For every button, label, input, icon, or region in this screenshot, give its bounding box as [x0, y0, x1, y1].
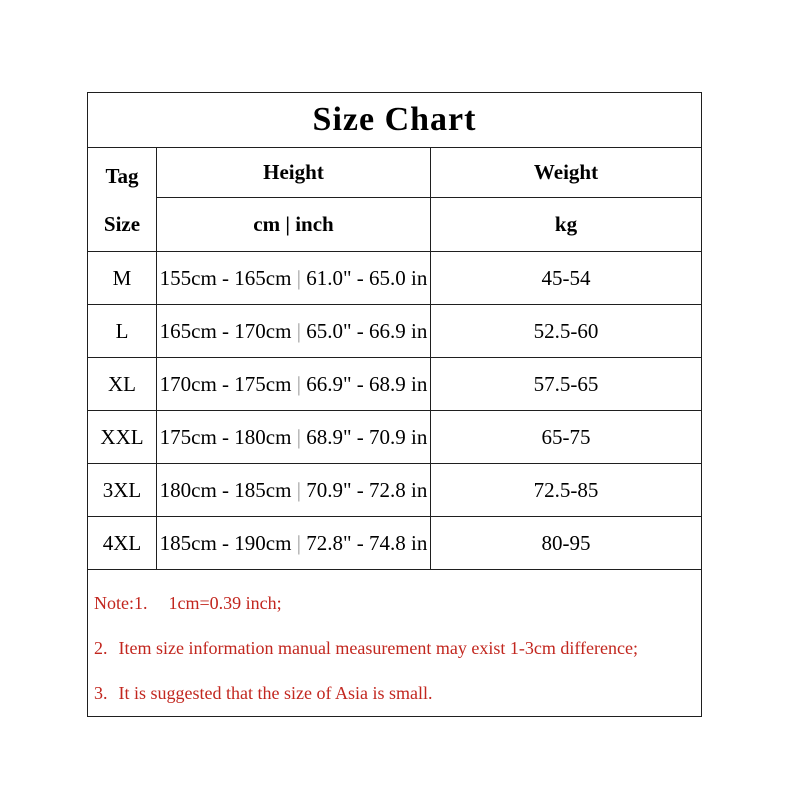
height-range	[157, 517, 431, 570]
note-line-2	[94, 626, 693, 671]
page-title: Size Chart	[312, 101, 477, 138]
note-line-3	[94, 671, 693, 716]
pipe-separator: |	[296, 424, 301, 449]
title-cell	[88, 93, 702, 148]
size-chart-table	[87, 92, 702, 717]
height-cm: 175cm - 180cm	[159, 424, 292, 449]
note-line-1	[94, 581, 693, 626]
pipe-separator: |	[296, 265, 301, 290]
unit-header-row	[88, 198, 702, 252]
height-cm: 155cm - 165cm	[159, 265, 292, 290]
note-text: Item size information manual measurement may exist 1-3cm difference;	[118, 638, 638, 658]
size-tag: M	[88, 252, 157, 305]
weight-range: 52.5-60	[431, 305, 702, 358]
height-cm: 180cm - 185cm	[159, 477, 292, 502]
pipe-separator: |	[296, 318, 301, 343]
weight-range: 72.5-85	[431, 464, 702, 517]
note-prefix: 3.	[94, 683, 108, 703]
height-unit-label: cm | inch	[253, 212, 334, 236]
size-tag: 4XL	[88, 517, 157, 570]
height-unit-cell	[157, 198, 431, 252]
height-range	[157, 464, 431, 517]
pipe-separator: |	[296, 477, 301, 502]
note-prefix: Note:1.	[94, 593, 148, 613]
table-row-4xl	[88, 517, 702, 570]
height-range	[157, 411, 431, 464]
weight-range: 57.5-65	[431, 358, 702, 411]
weight-range: 65-75	[431, 411, 702, 464]
height-cm: 185cm - 190cm	[159, 530, 292, 555]
size-tag: L	[88, 305, 157, 358]
pipe-separator: |	[296, 371, 301, 396]
weight-unit-label: kg	[554, 212, 578, 236]
note-text: 1cm=0.39 inch;	[168, 593, 282, 613]
weight-column-header: Weight	[533, 160, 599, 184]
height-cm: 170cm - 175cm	[159, 371, 292, 396]
weight-unit-cell	[431, 198, 702, 252]
size-tag: XL	[88, 358, 157, 411]
height-inch: 68.9" - 70.9 in	[306, 424, 428, 449]
height-range	[157, 358, 431, 411]
height-inch: 61.0" - 65.0 in	[306, 265, 428, 290]
size-header-label: Size	[103, 211, 141, 236]
table-row-3xl	[88, 464, 702, 517]
note-text: It is suggested that the size of Asia is small.	[118, 683, 433, 703]
height-column-header: Height	[263, 160, 324, 184]
height-inch: 70.9" - 72.8 in	[306, 477, 428, 502]
pipe-separator: |	[296, 530, 301, 555]
table-row-m	[88, 252, 702, 305]
tag-header-label: Tag	[105, 163, 139, 188]
table-row-l	[88, 305, 702, 358]
height-cm: 165cm - 170cm	[159, 318, 292, 343]
weight-range: 80-95	[431, 517, 702, 570]
height-inch: 72.8" - 74.8 in	[306, 530, 428, 555]
size-tag: 3XL	[88, 464, 157, 517]
height-column-header-cell	[157, 148, 431, 198]
height-inch: 65.0" - 66.9 in	[306, 318, 428, 343]
tag-size-header-cell	[88, 148, 157, 252]
height-range	[157, 305, 431, 358]
table-row-xxl	[88, 411, 702, 464]
weight-range: 45-54	[431, 252, 702, 305]
notes-row	[88, 570, 702, 717]
title-row	[88, 93, 702, 148]
height-inch: 66.9" - 68.9 in	[306, 371, 428, 396]
table-row-xl	[88, 358, 702, 411]
notes-cell	[88, 570, 702, 717]
height-range	[157, 252, 431, 305]
weight-column-header-cell	[431, 148, 702, 198]
header-row	[88, 148, 702, 198]
size-tag: XXL	[88, 411, 157, 464]
note-prefix: 2.	[94, 638, 108, 658]
